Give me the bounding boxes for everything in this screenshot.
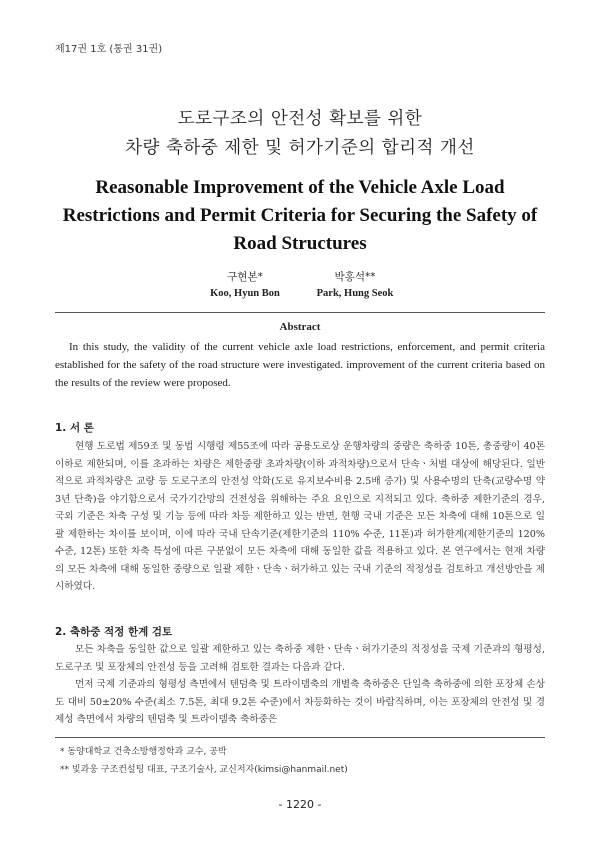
section-1-paragraph: 현행 도로법 제59조 및 동법 시행령 제55조에 따라 공용도로상 운행차량의 중량은 축하중 10톤, 총중량이 40톤 이하로 제한되며, 이를 초과하는 차량은 제한중량 초과차량(이하 과적차량)으로서 단속ㆍ처벌 대상에 해당된다. 일반적으로 과적차량은 교량 등 도로구조의 안전성 악화(도로 유지보수비용 2.5배 증가) 및 사용수명의 단축(교량수명 약 3년 단축)을 야기함으로서 국가기간망의 건전성을 위해하는 주요 요인으로 지적되고 있다. 축하중 제한기준의 경우, 국외 기준은 차축 구성 및 기능 등에 따라 차등 제한하고 있는 반면, 현행 국내 기준은 모든 차축에 대해 10톤으로 일괄 제한하는 차이를 보이며, 이에 따라 국내 단속기준(제한기준의 110% 수준, 11톤)과 허가한계(제한기준의 120% 수준, 12톤) 또한 차축 특성에 따른 구분없이 모든 차축에 대해 동일한 값을 적용하고 있다. 본 연구에서는 현재 차량의 모든 차축에 대해 동일한 중량으로 일괄 제한ㆍ단속ㆍ허가하고 있는 국내 기준의 적정성을 검토하고 개선방안을 제시하였다.: [55, 441, 545, 592]
korean-title-line-1: 도로구조의 안전성 확보를 위한: [177, 109, 423, 129]
english-title: Reasonable Improvement of the Vehicle Axle Load Restrictions and Permit Criteria for Securing the Safety of Road Structures: [62, 177, 538, 254]
author-2-korean: 박홍석**: [334, 271, 376, 283]
section-1-heading: 1. 서 론: [55, 422, 94, 434]
page-number: - 1220 -: [278, 798, 322, 811]
author-1-korean: 구현본*: [227, 271, 263, 283]
footnote-divider: [55, 737, 545, 738]
divider: [55, 312, 545, 313]
section-2-paragraph-2: 먼저 국제 기준과의 형평성 측면에서 텐덤축 및 트라이뎀축의 개별축 축하중은 단일축 축하중에 의한 포장체 손상도 대비 50±20% 수준(최소 7.5톤, 최대 9.2톤 수준)에서 차등화하는 것이 바람직하며, 이는 포장체의 안전성 및 경제성 측면에서 차량의 텐덤축 및 트라이뎀축 축하중은: [55, 679, 545, 725]
section-2-paragraph-1: 모든 차축을 동일한 값으로 일괄 제한하고 있는 축하중 제한ㆍ단속ㆍ허가기준의 적정성을 국제 기준과의 형평성, 도로구조 및 포장체의 안전성 등을 고려해 검토한 결과는 다음과 같다.: [55, 644, 545, 673]
abstract-body: In this study, the validity of the current vehicle axle load restrictions, enforcement, and permit criteria established for the safety of the road structure were investigated. improvement of the current criteria based on the results of the review were proposed.: [55, 341, 545, 389]
korean-title-line-2: 차량 축하중 제한 및 허가기준의 합리적 개선: [125, 138, 475, 158]
footnote-2: ** 빛과웅 구조컨설팅 대표, 구조기술사, 교신저자(kimsi@hanmail.net): [60, 765, 348, 775]
author-1-english: Koo, Hyun Bon: [210, 288, 280, 299]
section-2-heading: 2. 축하중 적정 한계 검토: [55, 626, 173, 638]
issue-label: 제17권 1호 (통권 31권): [55, 44, 163, 55]
abstract-heading: Abstract: [279, 321, 321, 333]
author-2-english: Park, Hung Seok: [316, 288, 394, 299]
footnote-1: * 동양대학교 건축소방행정학과 교수, 공박: [60, 747, 227, 757]
